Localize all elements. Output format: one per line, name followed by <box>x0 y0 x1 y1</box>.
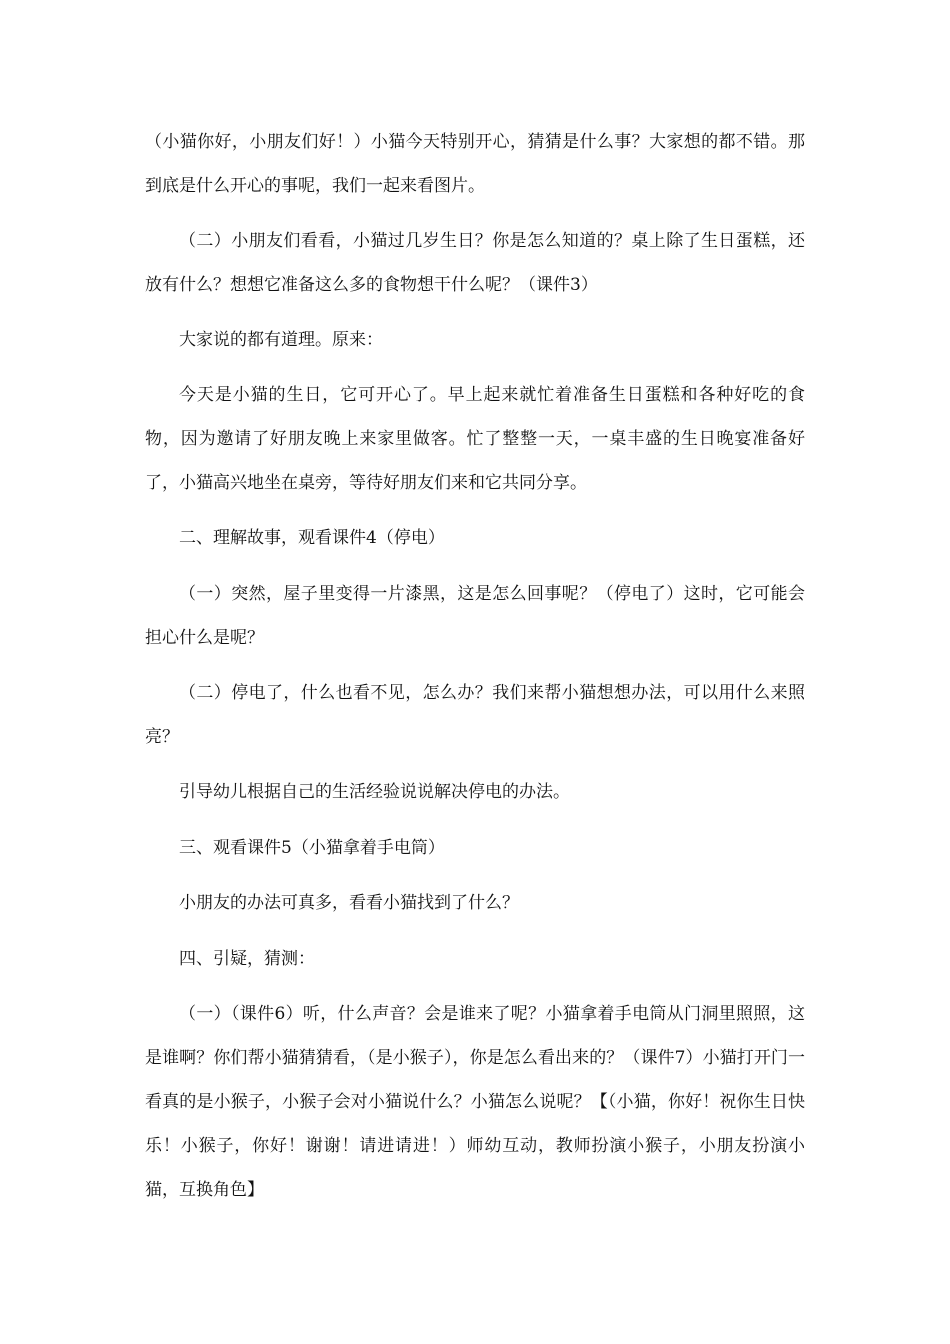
paragraph-5: 二、理解故事，观看课件4（停电） <box>179 528 445 548</box>
paragraph-11: 四、引疑，猜测： <box>179 949 315 969</box>
paragraph-7: （二）停电了，什么也看不见，怎么办？我们来帮小猫想想办法，可以用什么来照亮？ <box>145 683 805 747</box>
paragraph-6: （一）突然，屋子里变得一片漆黑，这是怎么回事呢？（停电了）这时，它可能会担心什么是呢？ <box>145 584 805 648</box>
paragraph-12: （一）（课件6）听，什么声音？会是谁来了呢？小猫拿着手电筒从门洞里照照，这是谁啊？你们帮小猫猜猜看，（是小猴子），你是怎么看出来的？（课件7）小猫打开门一看真的是小猴子，小猴子会对小猫说什么？小猫怎么说呢？【（小猫，你好！祝你生日快乐！小猴子，你好！谢谢！请进请进！）师幼互动，教师扮演小猴子，小朋友扮演小猫，互换角色】 <box>145 1004 805 1200</box>
paragraph-10: 小朋友的办法可真多，看看小猫找到了什么？ <box>179 893 519 913</box>
paragraph-1: （小猫你好，小朋友们好！）小猫今天特别开心，猜猜是什么事？大家想的都不错。那到底是什么开心的事呢，我们一起来看图片。 <box>145 132 805 196</box>
paragraph-2: （二）小朋友们看看，小猫过几岁生日？你是怎么知道的？桌上除了生日蛋糕，还放有什么？想想它准备这么多的食物想干什么呢？（课件3） <box>145 231 805 295</box>
paragraph-4: 今天是小猫的生日，它可开心了。早上起来就忙着准备生日蛋糕和各种好吃的食物，因为邀请了好朋友晚上来家里做客。忙了整整一天，一桌丰盛的生日晚宴准备好了，小猫高兴地坐在桌旁，等待好朋友们来和它共同分享。 <box>145 385 805 493</box>
paragraph-8: 引导幼儿根据自己的生活经验说说解决停电的办法。 <box>179 782 570 802</box>
paragraph-3: 大家说的都有道理。原来： <box>179 330 383 350</box>
paragraph-9: 三、观看课件5（小猫拿着手电筒） <box>179 838 445 858</box>
